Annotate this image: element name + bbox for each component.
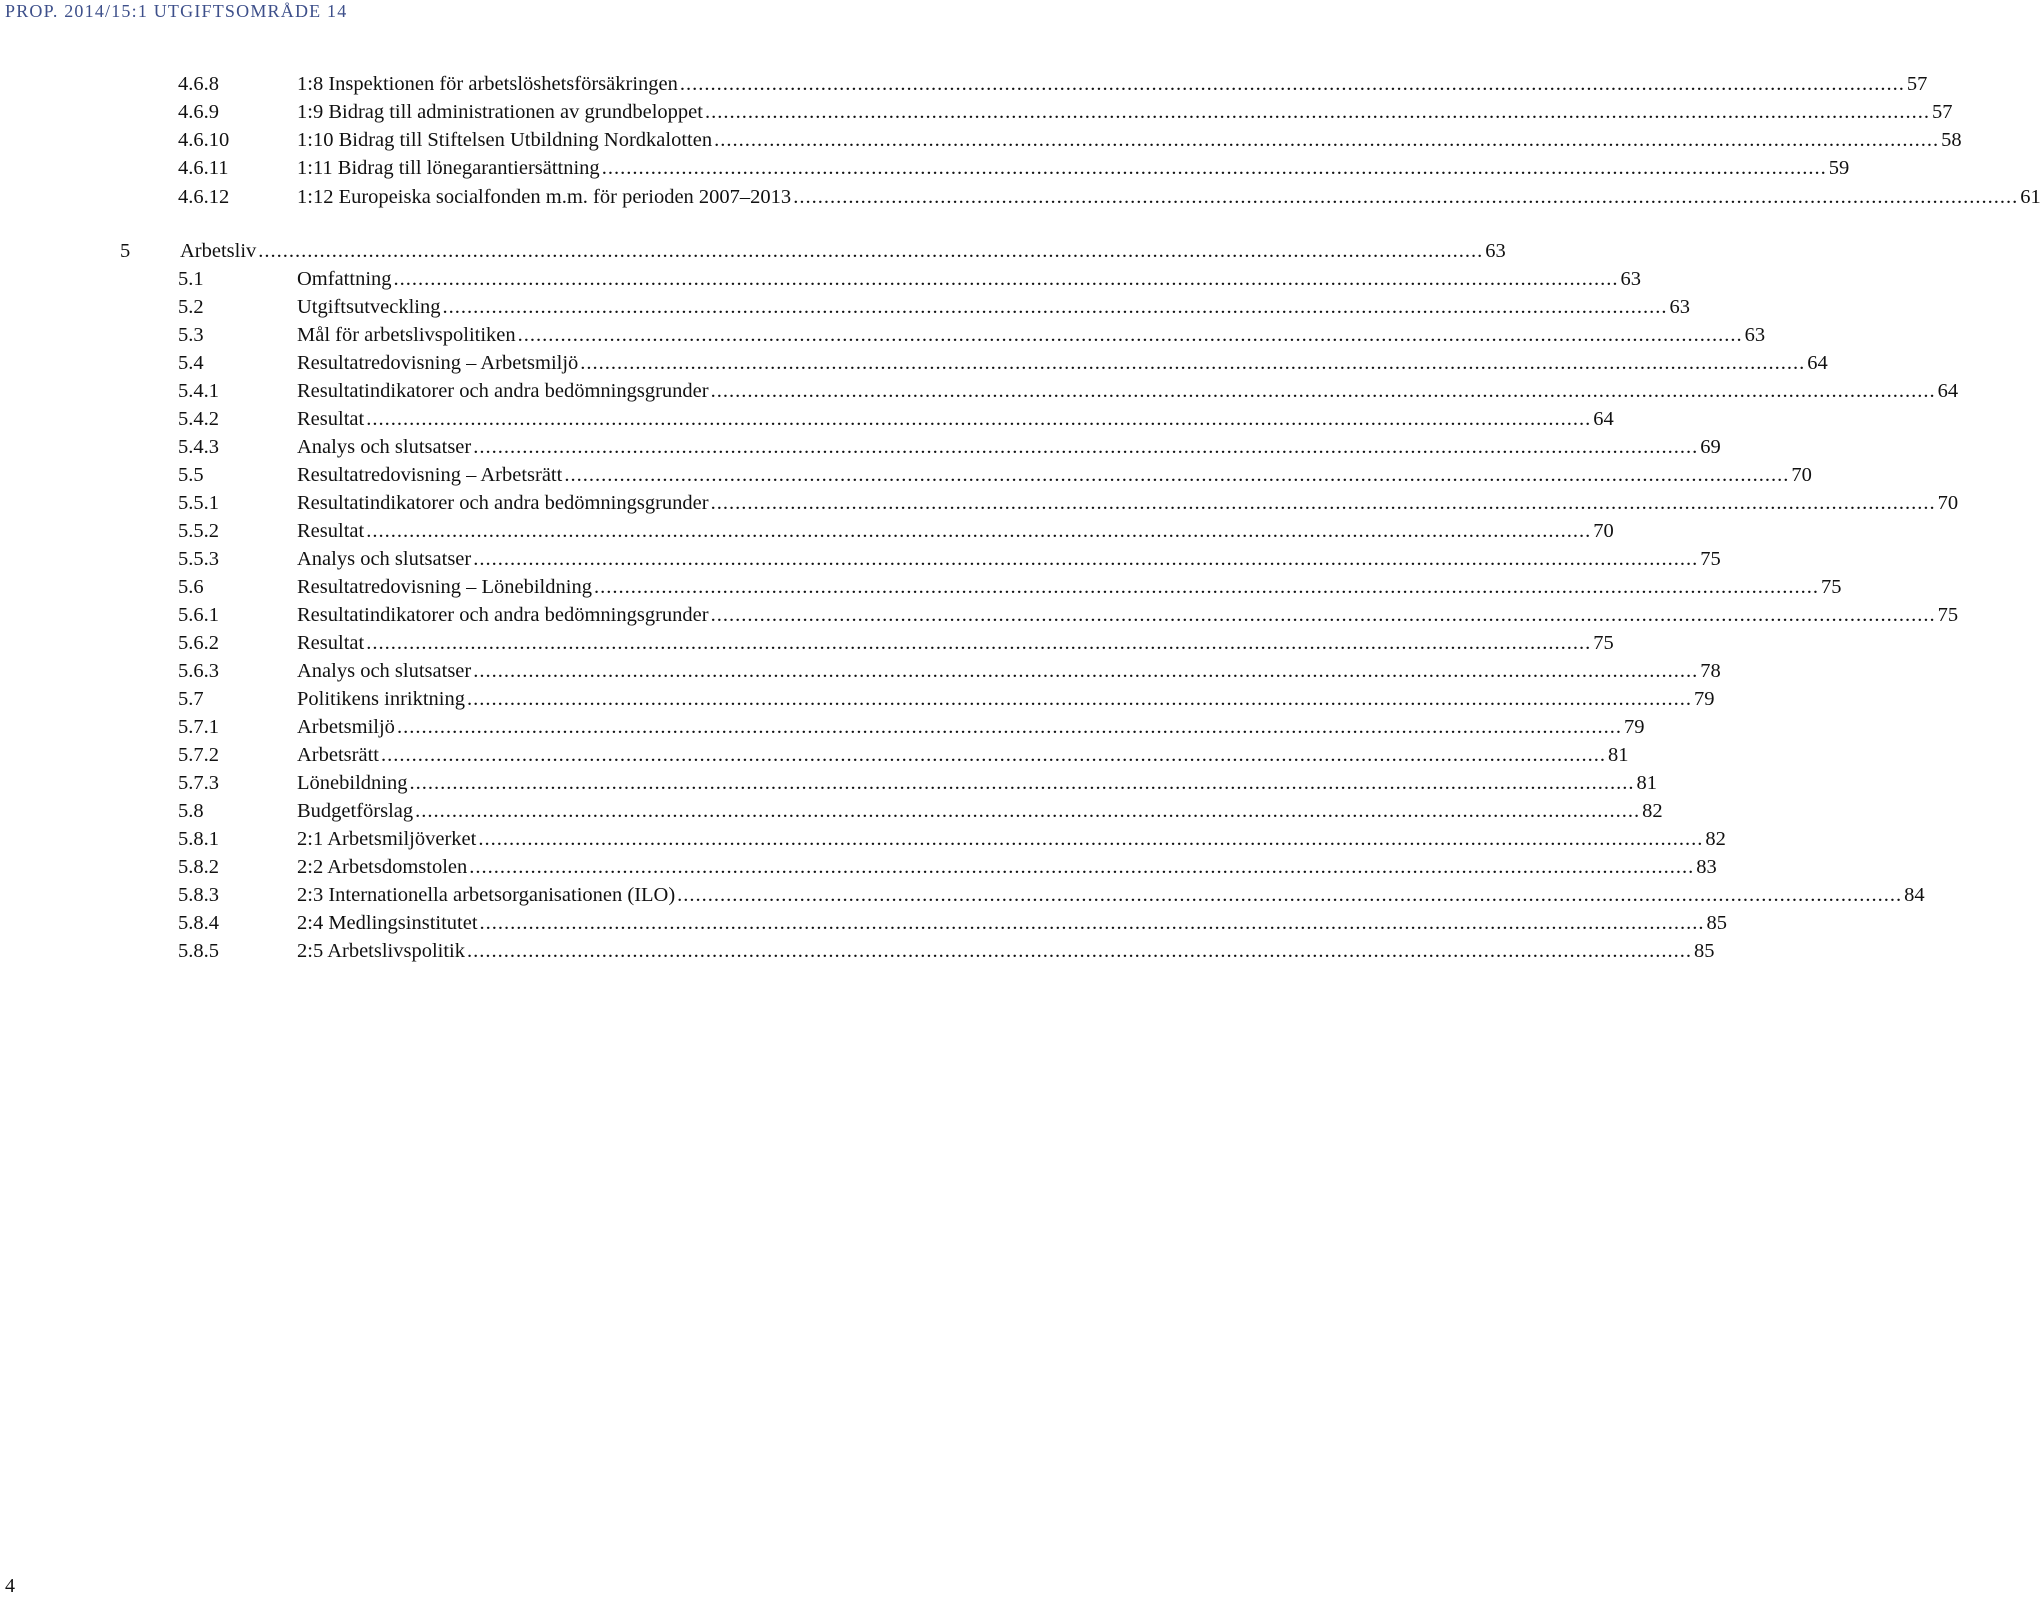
toc-entry: [0, 546, 1721, 572]
toc-entry-number: 5.4.2: [178, 408, 219, 430]
toc-entry: [0, 294, 1690, 320]
toc-entry: [0, 406, 1614, 432]
toc-entry-title: 2:1 Arbetsmiljöverket: [297, 828, 477, 850]
toc-entry-number: 5.8.1: [178, 828, 219, 850]
toc-entry-page: 75: [1937, 604, 1959, 626]
toc-entry-title: Analys och slutsatser: [297, 660, 472, 682]
dot-leader: ........................................................................................................................................................................................................: [580, 352, 1806, 374]
toc-entry-page: 85: [1694, 940, 1715, 962]
toc-entry-number: 5.5.1: [178, 492, 219, 514]
toc-entry-title: Arbetsmiljö: [297, 716, 395, 738]
toc-entry-number: 5.8: [178, 800, 204, 822]
toc-entry: [0, 127, 1962, 153]
toc-entry-page: 70: [1937, 492, 1959, 514]
toc-entry-title: Resultatredovisning – Arbetsmiljö: [297, 352, 579, 374]
toc-entry-page: 85: [1706, 912, 1728, 934]
toc-entry-number: 5.7.1: [178, 716, 219, 738]
toc-entry-page: 58: [1941, 129, 1962, 151]
toc-entry-page: 83: [1696, 856, 1717, 878]
dot-leader: ........................................................................................................................................................................................................: [469, 856, 1695, 878]
dot-leader: ........................................................................................................................................................................................................: [409, 772, 1635, 794]
toc-entry: [0, 350, 1828, 376]
toc-entry-number: 5.8.3: [178, 884, 219, 906]
toc-entry-page: 64: [1807, 352, 1828, 374]
toc-entry-title: Resultatindikatorer och andra bedömningsgrunder: [297, 492, 709, 514]
toc-entry-number: 5.8.4: [178, 912, 219, 934]
toc-entry: [0, 742, 1629, 768]
toc-entry: [0, 882, 1925, 908]
toc-entry-title: Analys och slutsatser: [297, 548, 472, 570]
toc-entry: [0, 826, 1726, 852]
toc-entry-title: 2:5 Arbetslivspolitik: [297, 940, 465, 962]
toc-entry-title: Resultatindikatorer och andra bedömningsgrunder: [297, 380, 709, 402]
toc-entry-number: 5.6.3: [178, 660, 219, 682]
toc-entry: [0, 434, 1721, 460]
toc-chapter-entry: [0, 238, 1506, 264]
toc-entry-page: 59: [1828, 157, 1850, 179]
toc-entry-number: 5.4.3: [178, 436, 219, 458]
toc-entry-title: Arbetsrätt: [297, 744, 379, 766]
toc-entry-title: Budgetförslag: [297, 800, 414, 822]
toc-entry-title: 1:9 Bidrag till administrationen av grundbeloppet: [297, 101, 703, 123]
dot-leader: ........................................................................................................................................................................................................: [366, 632, 1592, 654]
toc-entry-number: 5.5.2: [178, 520, 219, 542]
toc-entry: [0, 490, 1959, 516]
toc-entry-number: 4.6.10: [178, 129, 230, 151]
dot-leader: ........................................................................................................................................................................................................: [366, 520, 1592, 542]
toc-entry-page: 75: [1593, 632, 1614, 654]
dot-leader: ........................................................................................................................................................................................................: [710, 380, 1936, 402]
dot-leader: ........................................................................................................................................................................................................: [258, 240, 1484, 262]
toc-entry-title: 2:3 Internationella arbetsorganisationen (ILO): [297, 884, 676, 906]
dot-leader: ........................................................................................................................................................................................................: [479, 912, 1705, 934]
toc-entry-number: 5.8.5: [178, 940, 219, 962]
dot-leader: ........................................................................................................................................................................................................: [396, 716, 1622, 738]
toc-entry-page: 57: [1906, 73, 1928, 95]
toc-entry: [0, 184, 2041, 210]
toc-entry: [0, 378, 1959, 404]
toc-entry-title: Resultatindikatorer och andra bedömningsgrunder: [297, 604, 709, 626]
toc-entry-title: 2:4 Medlingsinstitutet: [297, 912, 478, 934]
dot-leader: ........................................................................................................................................................................................................: [478, 828, 1704, 850]
toc-entry-page: 78: [1700, 660, 1721, 682]
toc-entry-title: 2:2 Arbetsdomstolen: [297, 856, 468, 878]
toc-entry-number: 4.6.11: [178, 157, 229, 179]
toc-entry-number: 5.7: [178, 688, 204, 710]
toc-entry-page: 57: [1931, 101, 1953, 123]
dot-leader: ........................................................................................................................................................................................................: [677, 884, 1903, 906]
toc-entry-page: 82: [1642, 800, 1663, 822]
toc-entry-number: 5.4.1: [178, 380, 219, 402]
toc-entry-title: Resultatredovisning – Lönebildning: [297, 576, 592, 598]
dot-leader: ........................................................................................................................................................................................................: [679, 73, 1905, 95]
dot-leader: ........................................................................................................................................................................................................: [710, 492, 1936, 514]
toc-entry-number: 4.6.9: [178, 101, 219, 123]
toc-entry-number: 5.6.1: [178, 604, 219, 626]
toc-entry-page: 69: [1700, 436, 1721, 458]
toc-entry-page: 64: [1937, 380, 1959, 402]
toc-entry-title: 1:11 Bidrag till lönegarantiersättning: [297, 157, 600, 179]
toc-entry-number: 4.6.8: [178, 73, 219, 95]
dot-leader: ........................................................................................................................................................................................................: [593, 576, 1819, 598]
toc-entry-page: 75: [1700, 548, 1721, 570]
toc-entry-title: 1:12 Europeiska socialfonden m.m. för perioden 2007–2013: [297, 186, 792, 208]
dot-leader: ........................................................................................................................................................................................................: [442, 296, 1668, 318]
toc-entry-page: 79: [1623, 716, 1645, 738]
toc-entry-page: 75: [1820, 576, 1842, 598]
toc-entry-page: 63: [1620, 268, 1642, 290]
toc-entry: [0, 266, 1642, 292]
toc-entry: [0, 462, 1812, 488]
toc-entry-number: 5.7.2: [178, 744, 219, 766]
toc-entry-number: 5.4: [178, 352, 204, 374]
dot-leader: ........................................................................................................................................................................................................: [380, 744, 1606, 766]
toc-entry-title: Politikens inriktning: [297, 688, 465, 710]
toc-entry-page: 79: [1694, 688, 1715, 710]
toc-entry-page: 63: [1669, 296, 1690, 318]
toc-entry-number: 5: [120, 240, 131, 262]
toc-entry: [0, 714, 1645, 740]
toc-entry-title: Resultat: [297, 632, 365, 654]
toc-entry: [0, 99, 1953, 125]
toc-entry-page: 61: [2020, 186, 2041, 208]
toc-entry: [0, 938, 1715, 964]
dot-leader: ........................................................................................................................................................................................................: [393, 268, 1619, 290]
toc-entry-number: 5.8.2: [178, 856, 219, 878]
toc-entry: [0, 854, 1717, 880]
toc-entry-number: 5.7.3: [178, 772, 219, 794]
toc-entry-number: 5.5.3: [178, 548, 219, 570]
toc-entry-number: 4.6.12: [178, 186, 230, 208]
toc-entry: [0, 602, 1959, 628]
dot-leader: ........................................................................................................................................................................................................: [564, 464, 1790, 486]
toc-entry-page: 64: [1593, 408, 1614, 430]
running-header: PROP. 2014/15:1 UTGIFTSOMRÅDE 14: [5, 1, 348, 21]
toc-entry-page: 63: [1744, 324, 1766, 346]
toc-entry-title: Lönebildning: [297, 772, 408, 794]
toc-entry: [0, 686, 1715, 712]
dot-leader: ........................................................................................................................................................................................................: [473, 660, 1699, 682]
toc-entry-title: Analys och slutsatser: [297, 436, 472, 458]
toc-entry-title: Mål för arbetslivspolitiken: [297, 324, 516, 346]
toc-entry-page: 70: [1791, 464, 1812, 486]
toc-entry-title: 1:8 Inspektionen för arbetslöshetsförsäkringen: [297, 73, 678, 95]
dot-leader: ........................................................................................................................................................................................................: [467, 940, 1692, 962]
toc-entry: [0, 658, 1721, 684]
toc-entry-title: Utgiftsutveckling: [297, 296, 441, 318]
toc-entry-page: 63: [1485, 240, 1506, 262]
dot-leader: ........................................................................................................................................................................................................: [366, 408, 1592, 430]
toc-entry-number: 5.5: [178, 464, 204, 486]
dot-leader: ........................................................................................................................................................................................................: [467, 688, 1692, 710]
dot-leader: ........................................................................................................................................................................................................: [704, 101, 1930, 123]
toc-entry-title: Resultat: [297, 408, 365, 430]
toc-entry: [0, 71, 1928, 97]
toc-entry: [0, 910, 1728, 936]
dot-leader: ........................................................................................................................................................................................................: [473, 436, 1699, 458]
toc-entry-number: 5.2: [178, 296, 204, 318]
toc-entry: [0, 518, 1614, 544]
dot-leader: ........................................................................................................................................................................................................: [793, 186, 2019, 208]
toc-entry-number: 5.1: [178, 268, 204, 290]
toc-entry-page: 84: [1904, 884, 1925, 906]
page-number: 4: [5, 1575, 15, 1597]
toc-entry-page: 81: [1636, 772, 1657, 794]
toc-entry-number: 5.3: [178, 324, 204, 346]
toc-entry-title: Resultatredovisning – Arbetsrätt: [297, 464, 563, 486]
toc-entry-number: 5.6.2: [178, 632, 219, 654]
dot-leader: ........................................................................................................................................................................................................: [714, 129, 1940, 151]
toc-entry: [0, 155, 1850, 181]
dot-leader: ........................................................................................................................................................................................................: [415, 800, 1641, 822]
toc-entry: [0, 798, 1663, 824]
toc-entry-page: 81: [1607, 744, 1629, 766]
toc-entry-page: 70: [1593, 520, 1614, 542]
toc-entry-title: Omfattning: [297, 268, 392, 290]
toc-entry-number: 5.6: [178, 576, 204, 598]
toc-entry-title: Arbetsliv: [180, 240, 257, 262]
toc-entry: [0, 630, 1614, 656]
dot-leader: ........................................................................................................................................................................................................: [517, 324, 1743, 346]
toc-entry-page: 82: [1705, 828, 1726, 850]
toc-entry-title: 1:10 Bidrag till Stiftelsen Utbildning Nordkalotten: [297, 129, 713, 151]
dot-leader: ........................................................................................................................................................................................................: [473, 548, 1699, 570]
toc-entry: [0, 574, 1842, 600]
dot-leader: ........................................................................................................................................................................................................: [710, 604, 1936, 626]
toc-entry-title: Resultat: [297, 520, 365, 542]
toc-entry: [0, 770, 1657, 796]
toc-entry: [0, 322, 1766, 348]
dot-leader: ........................................................................................................................................................................................................: [601, 157, 1827, 179]
